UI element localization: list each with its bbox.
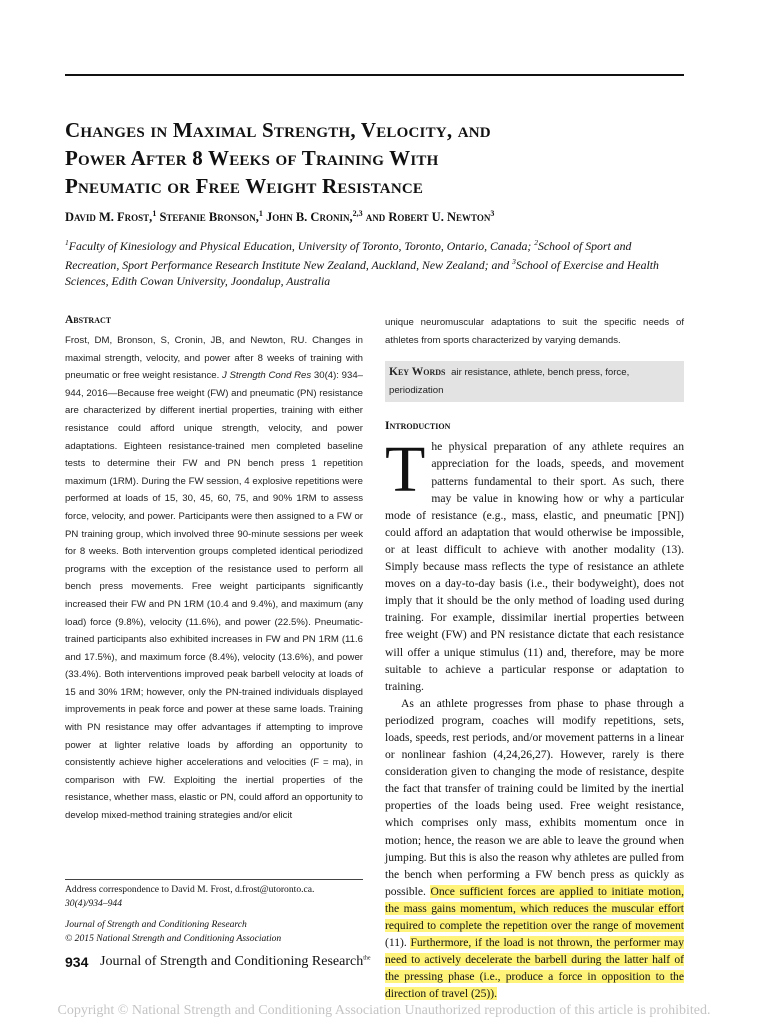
author-sup: 3 [490, 209, 495, 218]
author-name: John B. Cronin, [265, 210, 353, 225]
highlight-2: Furthermore, if the load is not thrown, the performer may need to actively decelerate the barbell during the latter half of the pressing phase (i.e., produce a force in opposition to the direction of travel (25)). [385, 936, 684, 1001]
intro-paragraph-2 [385, 695, 684, 1003]
author-sup: 1 [152, 209, 157, 218]
abstract-text [65, 332, 363, 825]
running-journal [100, 954, 371, 970]
top-rule [65, 74, 684, 76]
keywords-text: air resistance, athlete, bench press, force, periodization [389, 367, 630, 396]
introduction-heading: Introduction [385, 420, 451, 433]
journal-line: Journal of Strength and Conditioning Research [65, 919, 247, 930]
affil-sup: 1 [65, 238, 69, 247]
correspondence [65, 883, 363, 911]
issue-line: 30(4)/934–944 [65, 898, 123, 909]
the-mark: the [363, 955, 371, 962]
abstract-continued: unique neuromuscular adaptations to suit the specific needs of athletes from sports characterized by varying demands. [385, 317, 684, 346]
abstract-citation: Frost, DM, Bronson, S, Cronin, JB, and Newton, RU. Changes in maximal strength, velocity, and power after 8 weeks of training with pneumatic or free weight resistance. [65, 335, 363, 382]
intro-paragraph-1 [385, 433, 684, 694]
author-list [65, 209, 685, 225]
affil-sup: 2 [534, 238, 539, 247]
title-line-3: Pneumatic or Free Weight Resistance [65, 174, 424, 198]
affil-text: School of Exercise and Health Sciences, Edith Cowan University, Joondalup, Australia [65, 257, 659, 288]
keywords-box [385, 361, 684, 402]
affil-text: Faculty of Kinesiology and Physical Education, University of Toronto, Toronto, Ontario, Canada; [68, 238, 532, 253]
intro-p2-text: As an athlete progresses from phase to phase through a periodized program, coaches will modify repetitions, sets, loads, speeds, rest periods, and/or movement patterns in a linear or nonlinear fashion (4,24,26,27). However, rarely is there consideration given to changing the mode of resistance, despite the fact that transfer of training could be limited by the inertial properties of the loads being used. Free weight resistance, which comprises only mass, exhibits momentum once in motion; hence, the reason we are able to leave the ground when jumping. But this is also the reason why athletes are pulled from the bench when performing a FW bench press as quickly as possible. [385, 696, 684, 898]
drop-cap: T [385, 433, 426, 507]
highlight-1: Once sufficient forces are applied to initiate motion, the mass gains momentum, which reduces the muscular effort required to complete the repetition over the range of movement [385, 884, 684, 932]
right-column [385, 314, 684, 1002]
affil-text: School of Sport and Recreation, Sport Performance Research Institute New Zealand, Auckland, New Zealand; and [65, 238, 632, 272]
page-number: 934 [65, 954, 89, 970]
keywords-label: Key Words [389, 366, 446, 379]
intro-p1-text: he physical preparation of any athlete requires an appreciation for the loads, speeds, and movement patterns fundamental to their sport. As such, there may be value in knowing how or why a particular mode of resistance (e.g., mass, elastic, and pneumatic [PN]) could afford an adaptation that would otherwise be impossible, or at least difficult to achieve with another modality (13). Simply because mass reflects the type of resistance an athlete moves on a day-to-day basis (i.e., their bodyweight), does not imply that it should be the only method of loading used during training. For example, dissimilar inertial properties between free weight (FW) and PN resistance dictate that each resistance will offer a unique stimulus (11) and, therefore, may be more suitable to achieve a particular response or adaptation to training. [385, 440, 684, 693]
left-column [65, 314, 363, 825]
intro-p2-ref: (11). [385, 936, 407, 950]
abstract-body: 30(4): 934–944, 2016—Because free weight (FW) and pneumatic (PN) resistance are characterized by different inertial properties, training with either resistance could afford unique strength, velocity, and power adaptations. Eighteen resistance-trained men completed baseline tests to determine their FW and PN bench press 1 repetition maximum (1RM). During the FW session, 4 explosive repetitions were performed at loads of 15, 30, 45, 60, 75, and 90% 1RM to assess force, velocity, and power. Participants were then assigned to a FW or PN training group, which involved three 90-minute sessions per week for 8 weeks. Both intervention groups completed identical periodized programs with the exception of the resistance used to perform all bench press movements. Free weight participants significantly increased their FW and PN 1RM (10.4 and 9.4%), and maximum (any load) force (9.8%), velocity (11.6%), and power (22.5%). Pneumatic-trained participants also exhibited increases in FW and PN 1RM (11.6 and 17.5%), and maximum force (8.4%), velocity (13.6%), and power (33.4%). Both interventions improved peak barbell velocity at loads of 15 and 30% 1RM; however, only the PN-trained individuals displayed improvements in peak force and power at these same loads. Training with PN resistance may offer advantages if attempting to improve power at lighter relative loads by affording an opportunity to consistently achieve higher accelerations and velocities (F = ma), in comparison with FW. Exploiting the inertial properties of the resistance, whether mass, elastic or PN, could afford an opportunity to develop mixed-method training strategies and/or elicit [65, 370, 364, 822]
affil-sup: 3 [512, 256, 516, 266]
introduction-body [385, 433, 684, 1002]
author-sup: 1 [258, 209, 263, 218]
copyright-watermark: Copyright © National Strength and Conditioning Association Unauthorized reproduction of this article is prohibited. [57, 1003, 711, 1018]
abstract-heading: Abstract [65, 314, 112, 326]
address-line: Address correspondence to David M. Frost, d.frost@utoronto.ca. [65, 884, 315, 895]
footnote-rule [65, 879, 363, 880]
author-name: David M. Frost, [65, 210, 153, 225]
article-title [65, 116, 685, 200]
title-line-1: Changes in Maximal Strength, Velocity, and [65, 118, 491, 142]
running-journal-text: Journal of Strength and Conditioning Research [100, 954, 364, 969]
copyright-line: © 2015 National Strength and Conditioning Association [65, 933, 282, 944]
affiliations [65, 235, 685, 289]
author-name: and Robert U. Newton [365, 210, 491, 225]
author-sup: 2,3 [352, 209, 363, 218]
abstract-journal: J Strength Cond Res [222, 370, 312, 382]
author-name: Stefanie Bronson, [159, 210, 259, 225]
journal-info [65, 918, 363, 946]
title-line-2: Power After 8 Weeks of Training With [65, 146, 439, 170]
